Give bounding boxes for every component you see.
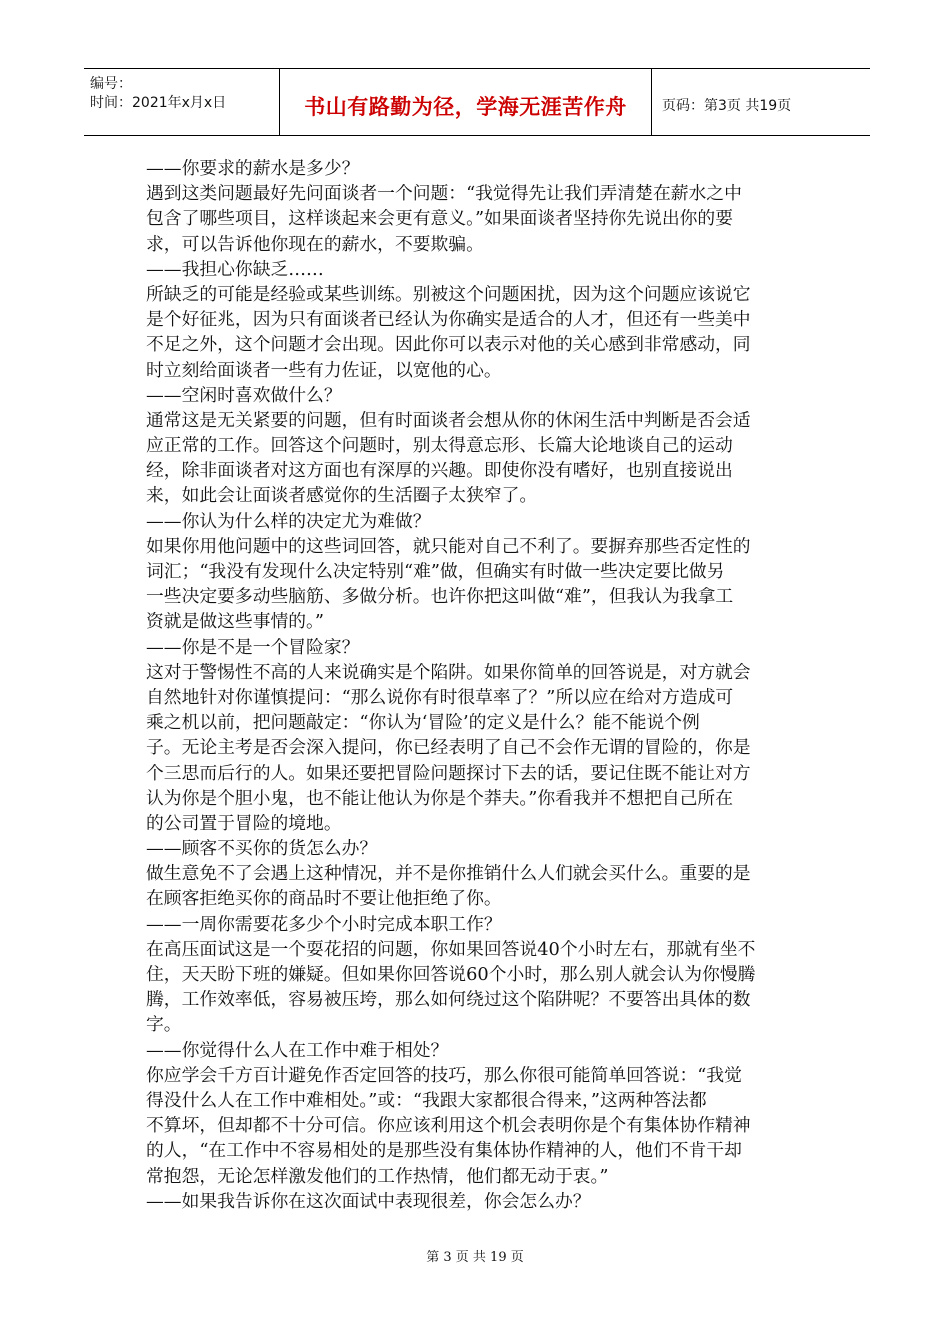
body-text-line: 乘之机以前，把问题敲定：“你认为‘冒险’的定义是什么？能不能说个例 [146, 712, 700, 734]
body-text-line: 这对于警惕性不高的人来说确实是个陷阱。如果你简单的回答说是，对方就会 [146, 661, 751, 683]
body-text-line: 做生意免不了会遇上这种情况，并不是你推销什么人们就会买什么。重要的是 [146, 863, 751, 885]
body-text-line: 包含了哪些项目，这样谈起来会更有意义。”如果面谈者坚持你先说出你的要 [146, 208, 733, 230]
body-text-line: 个三思而后行的人。如果还要把冒险问题探讨下去的话，要记住既不能让对方 [146, 762, 751, 784]
body-text-line: 应正常的工作。回答这个问题时，别太得意忘形、长篇大论地谈自己的运动 [146, 435, 733, 457]
body-text-line: 的人，“在工作中不容易相处的是那些没有集体协作精神的人，他们不肯干却 [146, 1140, 742, 1162]
header-meta [84, 69, 280, 135]
body-text-line: 资就是做这些事情的。” [146, 611, 325, 633]
body-text-line: 的公司置于冒险的境地。 [146, 812, 342, 834]
body-text-line: 所缺乏的可能是经验或某些训练。别被这个问题困扰，因为这个问题应该说它 [146, 283, 751, 305]
header-page-number: 页码：第3页 共19页 [662, 98, 792, 114]
body-text-line: 经，除非面谈者对这方面也有深厚的兴趣。即使你没有嗜好，也别直接说出 [146, 460, 733, 482]
body-text-line: 认为你是个胆小鬼，也不能让他认为你是个莽夫。”你看我并不想把自己所在 [146, 787, 733, 809]
page-footer [0, 1246, 950, 1265]
document-time-label: 时间：2021年x月x日 [90, 95, 227, 111]
body-text-line: 住，天天盼下班的嫌疑。但如果你回答说60个小时，那么别人就会认为你慢腾 [146, 964, 756, 985]
question-line: ——你认为什么样的决定尤为难做？ [146, 510, 431, 532]
question-line: ——你要求的薪水是多少？ [146, 158, 360, 179]
question-line: ——一周你需要花多少个小时完成本职工作？ [146, 913, 502, 935]
footer-page-number: 第 3 页 共 19 页 [426, 1250, 524, 1265]
body-text-line: 求，可以告诉他你现在的薪水，不要欺骗。 [146, 233, 484, 255]
header-motto-cell [280, 69, 652, 135]
body-text-line: 自然地针对你谨慎提问：“那么说你有时很草率了？”所以应在给对方造成可 [146, 686, 734, 708]
body-text-line: 词汇；“我没有发现什么决定特别“难”做，但确实有时做一些决定要比做另 [146, 561, 725, 582]
header-page-cell [652, 69, 870, 135]
body-text-line: 不算坏，但却都不十分可信。你应该利用这个机会表明你是个有集体协作精神 [146, 1115, 751, 1137]
question-line: ——你是不是一个冒险家？ [146, 636, 360, 658]
body-text-line: 是个好征兆，因为只有面谈者已经认为你确实是适合的人才，但还有一些美中 [146, 309, 751, 331]
question-line: ——我担心你缺乏…… [146, 258, 324, 280]
question-line: ——顾客不买你的货怎么办？ [146, 838, 378, 860]
page-header [84, 68, 870, 136]
question-line: ——你觉得什么人在工作中难于相处？ [146, 1039, 449, 1061]
question-line: ——如果我告诉你在这次面试中表现很差，你会怎么办？ [146, 1190, 591, 1212]
body-text-line: 你应学会千方百计避免作否定回答的技巧，那么你很可能简单回答说：“我觉 [146, 1064, 742, 1086]
document-body [146, 156, 812, 1214]
body-text-line: 一些决定要多动些脑筋、多做分析。也许你把这叫做“难”，但我认为我拿工 [146, 586, 734, 608]
body-text-line: 在顾客拒绝买你的商品时不要让他拒绝了你。 [146, 888, 502, 910]
body-text-line: 遇到这类问题最好先问面谈者一个问题：“我觉得先让我们弄清楚在薪水之中 [146, 183, 742, 205]
body-text-line: 腾，工作效率低，容易被压垮，那么如何绕过这个陷阱呢？不要答出具体的数 [146, 989, 751, 1011]
body-text-line: 在高压面试这是一个耍花招的问题，你如果回答说40个小时左右，那就有坐不 [146, 938, 756, 960]
body-text-line: 如果你用他问题中的这些词回答，就只能对自己不利了。要摒弃那些否定性的 [146, 535, 751, 557]
body-text-line: 通常这是无关紧要的问题，但有时面谈者会想从你的休闲生活中判断是否会适 [146, 409, 751, 431]
body-text-line: 来，如此会让面谈者感觉你的生活圈子太狭窄了。 [146, 485, 538, 507]
document-number-label: 编号： [90, 76, 132, 92]
body-text-line: 得没什么人在工作中难相处。”或：“我跟大家都很合得来，”这两种答法都 [146, 1089, 707, 1111]
body-text-line: 字。 [146, 1014, 182, 1036]
body-text-line: 不足之外，这个问题才会出现。因此你可以表示对他的关心感到非常感动，同 [146, 334, 751, 356]
body-text-line: 子。无论主考是否会深入提问，你已经表明了自己不会作无谓的冒险的，你是 [146, 737, 751, 759]
body-text-line: 时立刻给面谈者一些有力佐证，以宽他的心。 [146, 359, 502, 381]
body-text-line: 常抱怨，无论怎样激发他们的工作热情，他们都无动于衷。” [146, 1165, 609, 1187]
question-line: ——空闲时喜欢做什么？ [146, 384, 342, 406]
header-motto: 书山有路勤为径，学海无涯苦作舟 [304, 95, 627, 119]
